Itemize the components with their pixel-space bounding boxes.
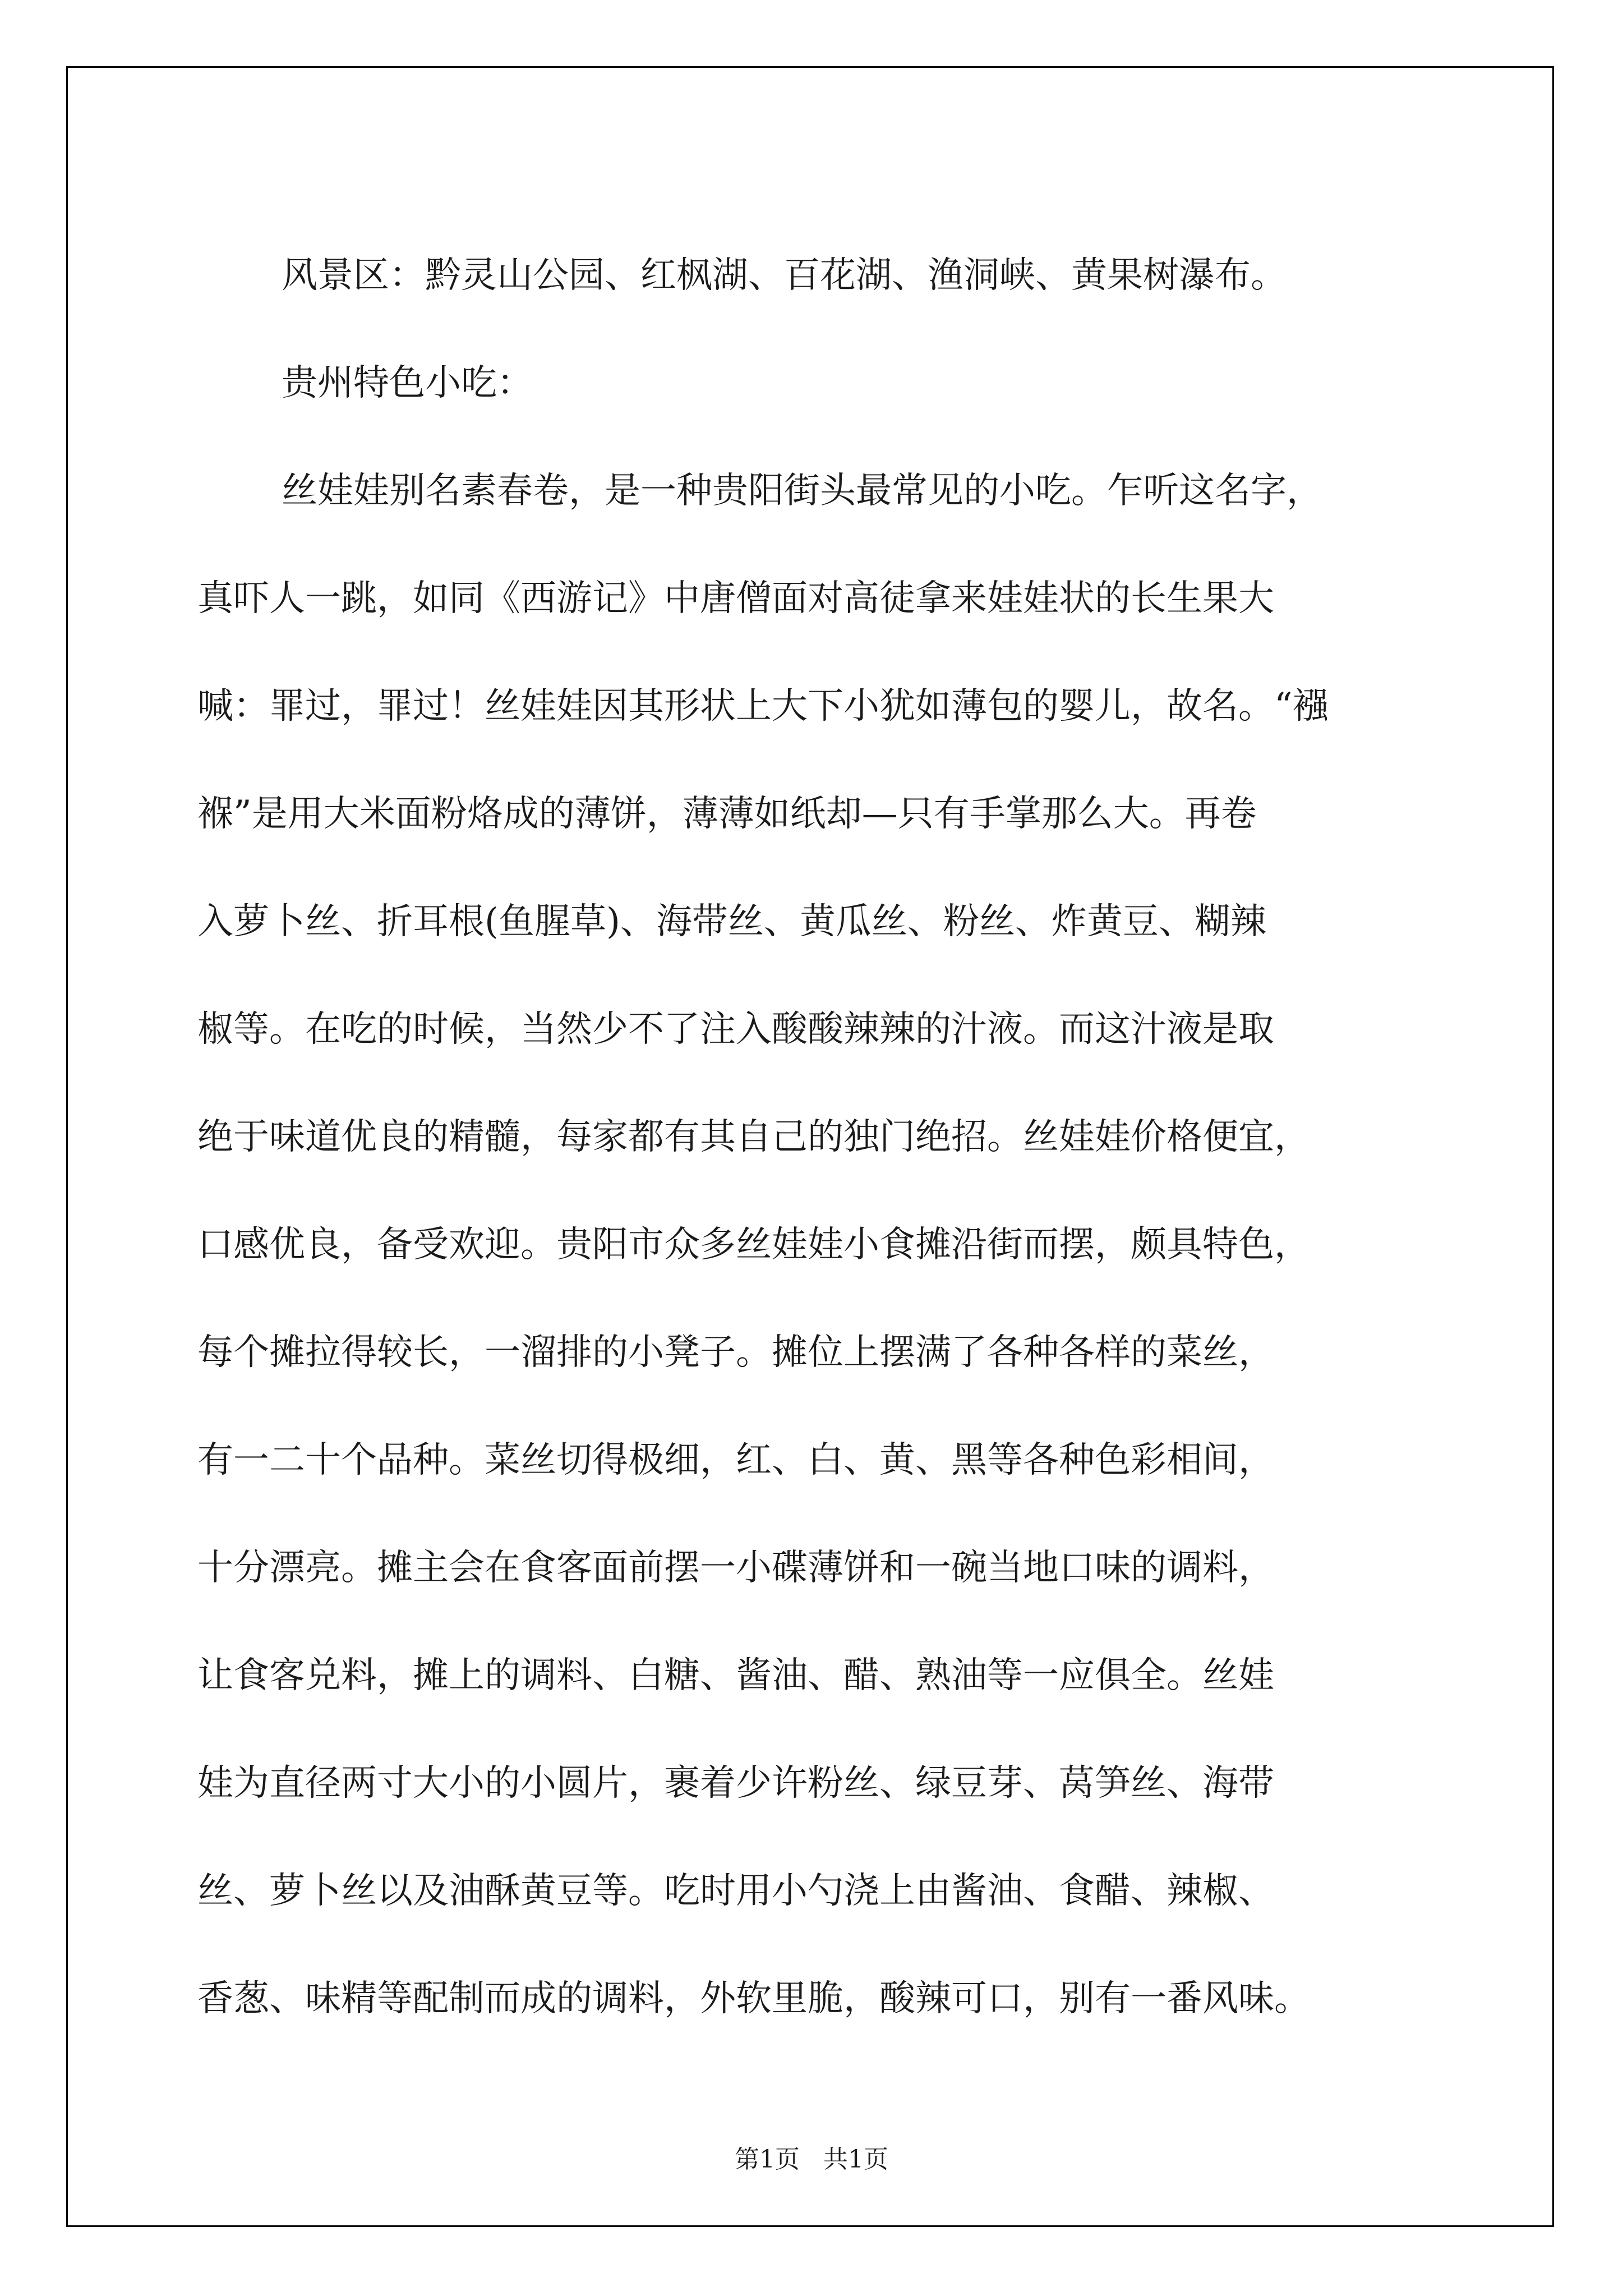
paragraph-line: 褓”是用大米面粉烙成的薄饼，薄薄如纸却—只有手掌那么大。再卷 bbox=[197, 793, 1257, 835]
paragraph-line: 绝于味道优良的精髓，每家都有其自己的独门绝招。丝娃娃价格便宜， bbox=[197, 1116, 1310, 1158]
paragraph-line: 椒等。在吃的时候，当然少不了注入酸酸辣辣的汁液。而这汁液是取 bbox=[197, 1009, 1274, 1050]
paragraph-line: 让食客兑料，摊上的调料、白糖、酱油、醋、熟油等一应俱全。丝娃 bbox=[197, 1655, 1274, 1696]
paragraph-line: 娃为直径两寸大小的小圆片，裹着少许粉丝、绿豆芽、莴笋丝、海带 bbox=[197, 1763, 1274, 1804]
paragraph-line: 有一二十个品种。菜丝切得极细，红、白、黄、黑等各种色彩相间， bbox=[197, 1439, 1274, 1481]
paragraph-line: 丝、萝卜丝以及油酥黄豆等。吃时用小勺浇上由酱油、食醋、辣椒、 bbox=[197, 1870, 1274, 1912]
paragraph-line: 入萝卜丝、折耳根(鱼腥草)、海带丝、黄瓜丝、粉丝、炸黄豆、糊辣 bbox=[197, 901, 1266, 942]
heading-snacks: 贵州特色小吃： bbox=[282, 362, 533, 404]
paragraph-line: 丝娃娃别名素春卷，是一种贵阳街头最常见的小吃。乍听这名字， bbox=[282, 470, 1322, 512]
paragraph-line: 十分漂亮。摊主会在食客面前摆一小碟薄饼和一碗当地口味的调料， bbox=[197, 1547, 1274, 1589]
paragraph-scenic-spots: 风景区：黔灵山公园、红枫湖、百花湖、渔洞峡、黄果树瀑布。 bbox=[282, 255, 1287, 296]
paragraph-line: 每个摊拉得较长，一溜排的小凳子。摊位上摆满了各种各样的菜丝， bbox=[197, 1332, 1274, 1373]
paragraph-line: 真吓人一跳，如同《西游记》中唐僧面对高徒拿来娃娃状的长生果大 bbox=[197, 578, 1274, 619]
document-body bbox=[197, 222, 1431, 2053]
page-number-footer: 第1页 共1页 bbox=[735, 2145, 888, 2174]
paragraph-line: 喊：罪过，罪过！丝娃娃因其形状上大下小犹如薄包的婴儿，故名。“襁 bbox=[197, 685, 1329, 727]
paragraph-line: 香葱、味精等配制而成的调料，外软里脆，酸辣可口，别有一番风味。 bbox=[197, 1978, 1310, 2019]
paragraph-line: 口感优良，备受欢迎。贵阳市众多丝娃娃小食摊沿街而摆，颇具特色， bbox=[197, 1224, 1310, 1266]
